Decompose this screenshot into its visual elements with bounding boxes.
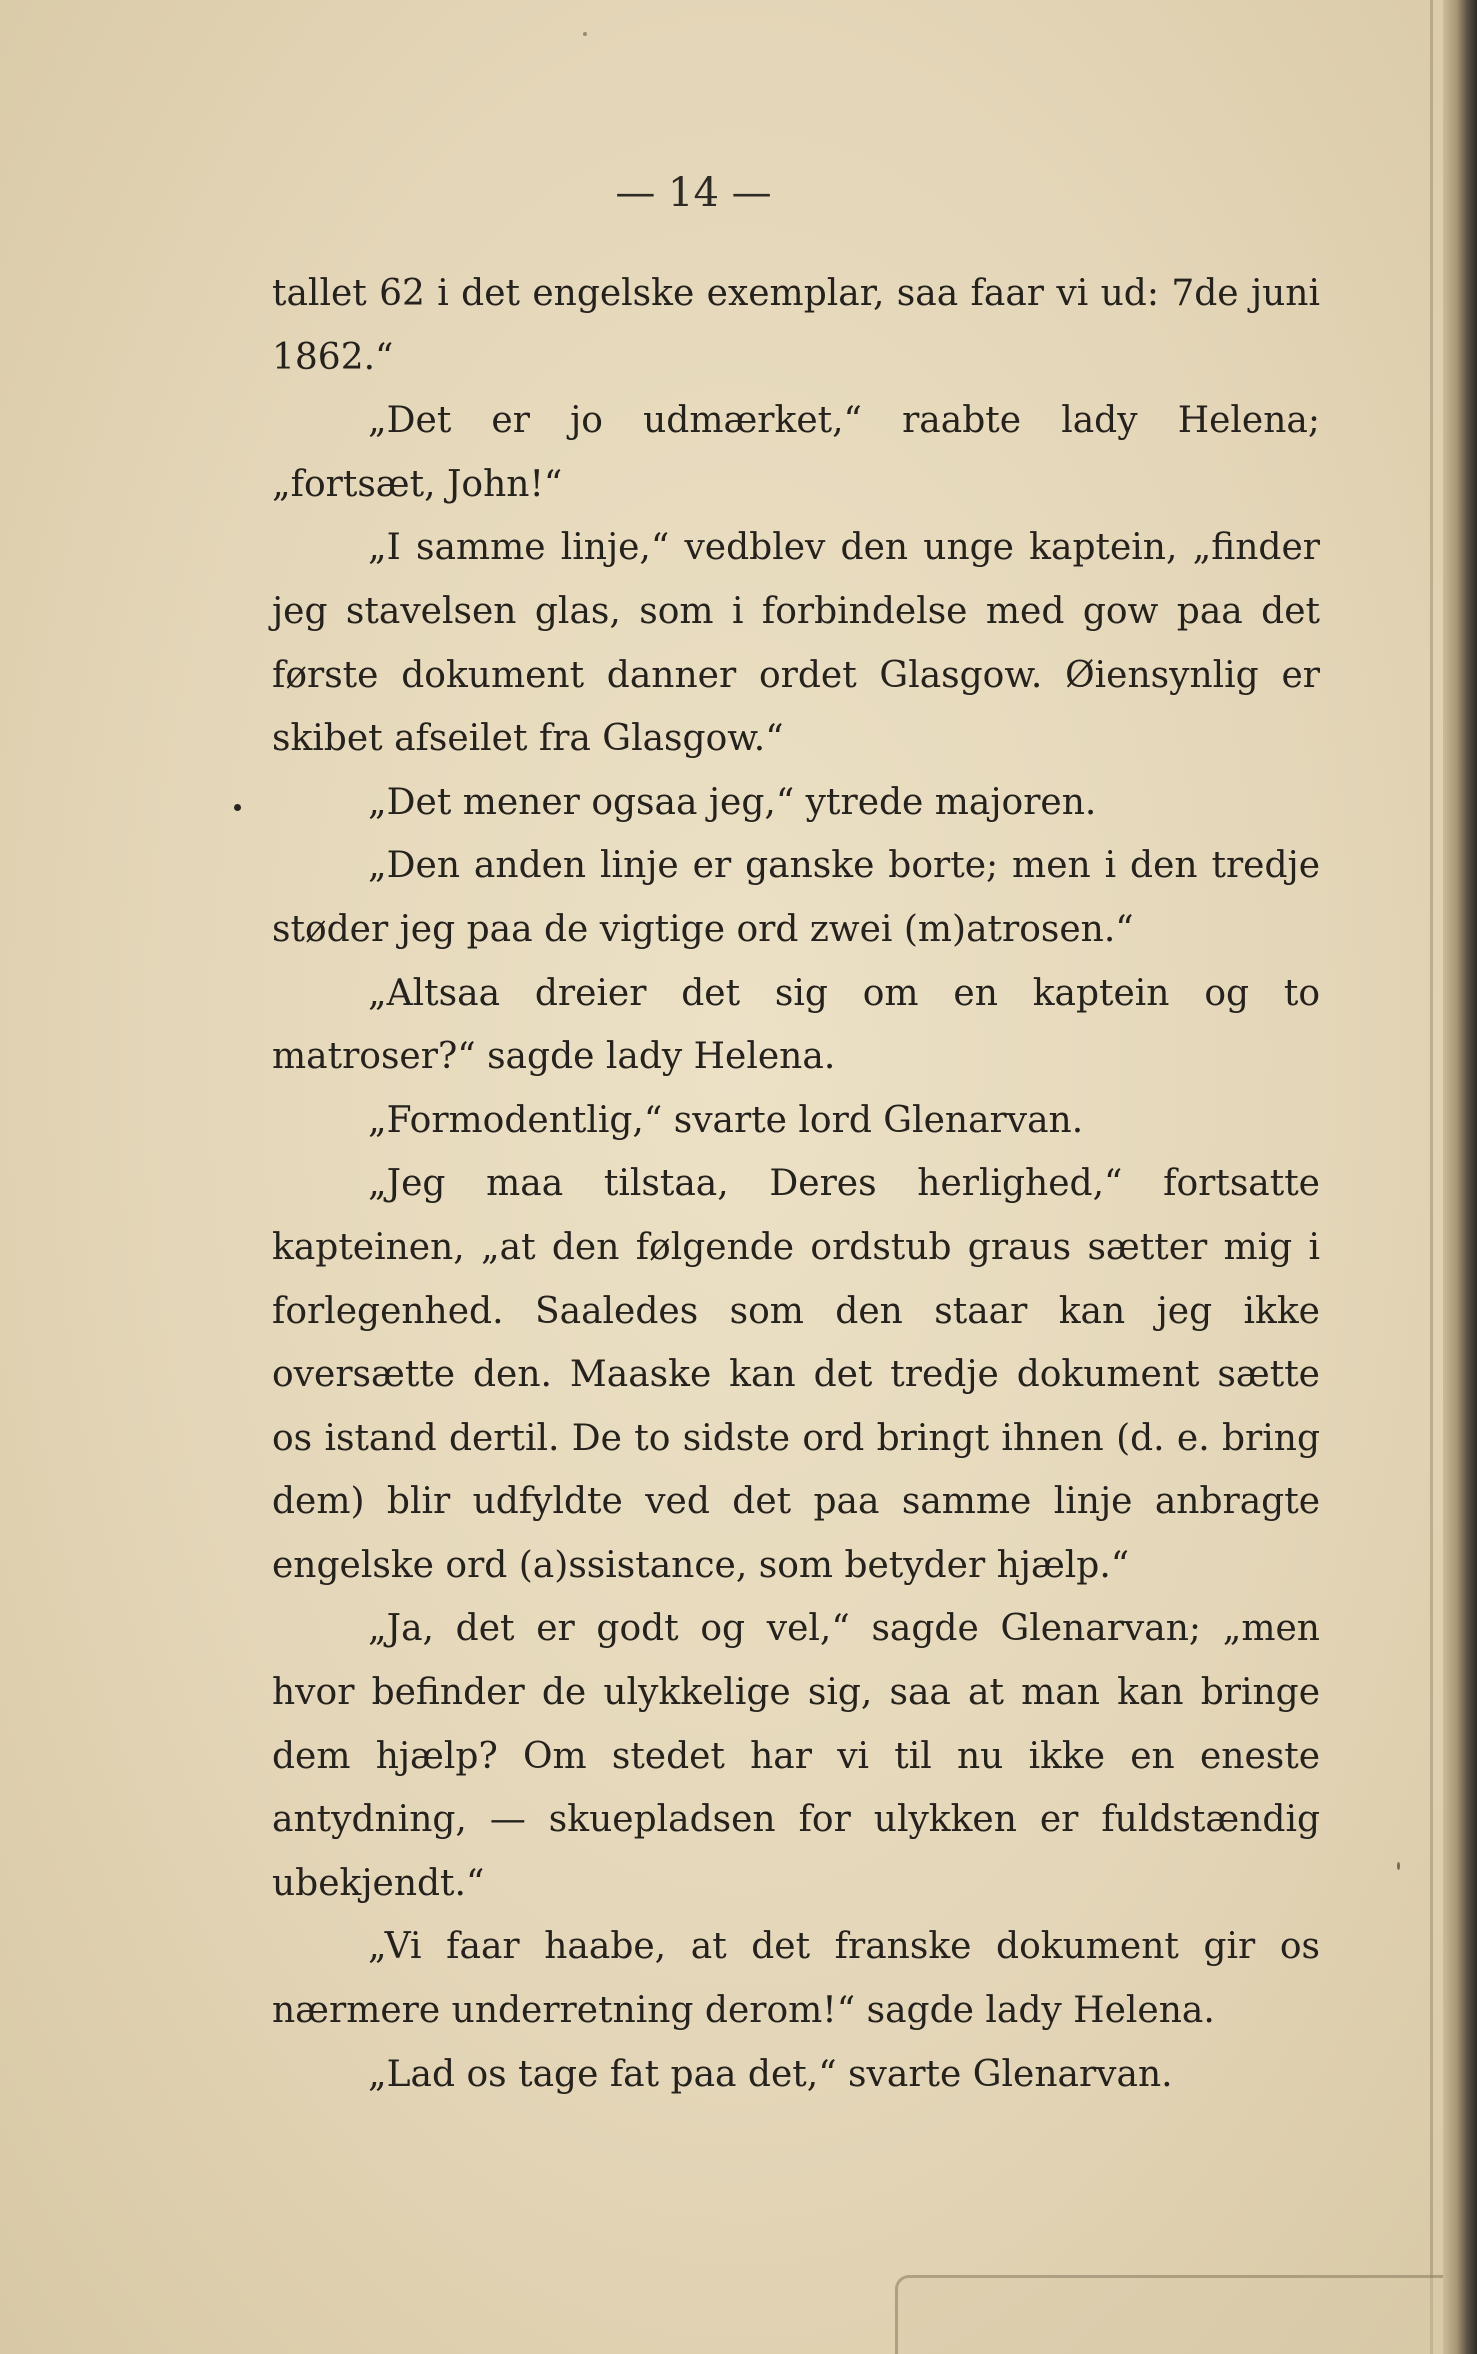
- paragraph: tallet 62 i det engelske exemplar, saa faar vi ud: 7de juni 1862.“: [272, 273, 1320, 378]
- ink-speck: [1397, 1862, 1400, 1870]
- body-text: [272, 262, 1320, 2106]
- paragraph: „Altsaa dreier det sig om en kaptein og to matroser?“ sagde lady Helena.: [272, 972, 1320, 1078]
- ink-speck: [583, 32, 587, 36]
- paragraph: „Det er jo udmærket,“ raabte lady Helena; „fortsæt, John!“: [272, 400, 1320, 505]
- paragraph: „Lad os tage fat paa det,“ svarte Glenarvan.: [368, 2053, 1173, 2095]
- paragraph: „Vi faar haabe, at det franske dokument gir os nærmere underretning derom!“ sagde lady Helena.: [272, 1926, 1320, 2032]
- book-binding-edge: [1443, 0, 1477, 2354]
- page-gutter-shadow: [1430, 0, 1433, 2354]
- paragraph: „Formodentlig,“ svarte lord Glenarvan.: [368, 1099, 1084, 1141]
- paragraph: „Jeg maa tilstaa, Deres herlighed,“ fortsatte kapteinen, „at den følgende ordstub graus sætter mig i forlegenhed. Saaledes som den staar kan jeg ikke oversætte den. Maaske kan det tredje dokument sætte os istand dertil. De to sidste ord bringt ihnen (d. e. bring dem) blir udfyldte ved det paa samme linje anbragte engelske ord (a)ssistance, som betyder hjælp.“: [272, 1163, 1320, 1586]
- page-number: — 14 —: [615, 170, 772, 216]
- paper-fold-corner: [895, 2275, 1443, 2354]
- ink-speck: [234, 804, 241, 811]
- paragraph: „Ja, det er godt og vel,“ sagde Glenarvan; „men hvor befinder de ulykkelige sig, saa at man kan bringe dem hjælp? Om stedet har vi til nu ikke en eneste antydning, — skuepladsen for ulykken er fuldstændig ubekjendt.“: [272, 1608, 1320, 1904]
- paragraph: „I samme linje,“ vedblev den unge kaptein, „finder jeg stavelsen glas, som i forbindelse med gow paa det første dokument danner ordet Glasgow. Øiensynlig er skibet afseilet fra Glasgow.“: [272, 527, 1320, 760]
- paragraph: „Den anden linje er ganske borte; men i den tredje støder jeg paa de vigtige ord zwei (m)atrosen.“: [272, 845, 1320, 950]
- paragraph: „Det mener ogsaa jeg,“ ytrede majoren.: [368, 781, 1097, 823]
